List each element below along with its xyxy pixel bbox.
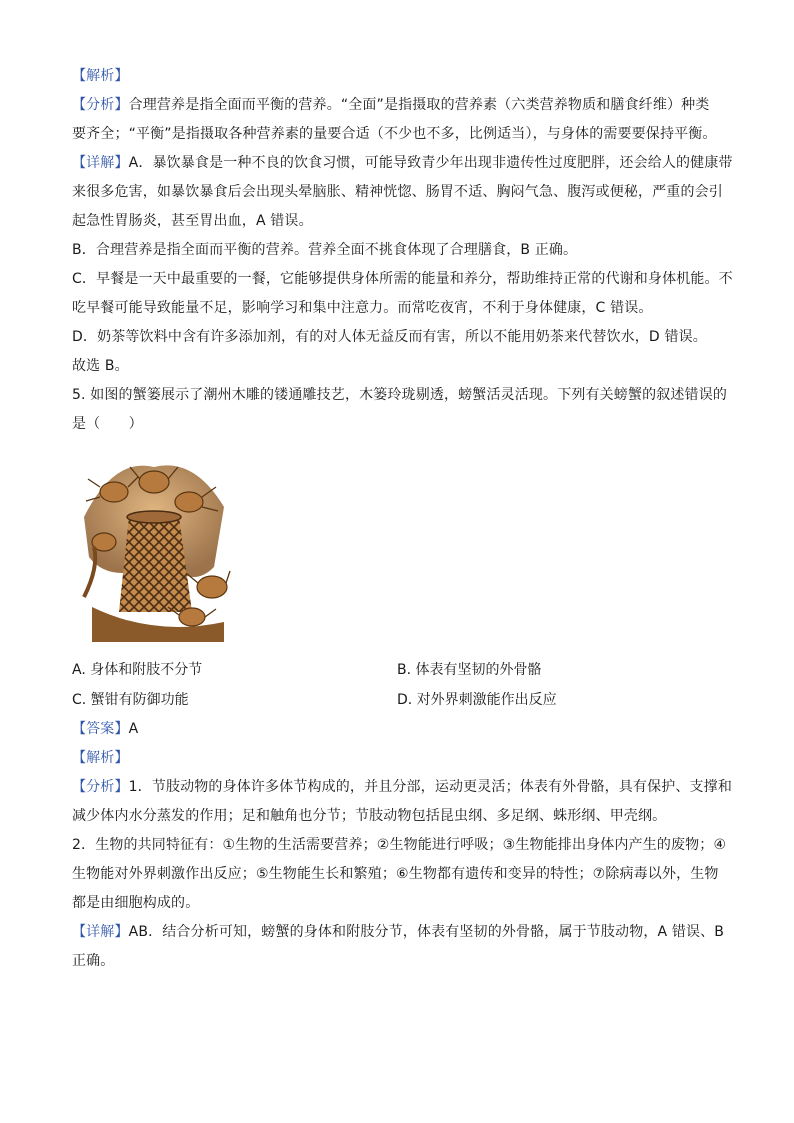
analysis-paragraph-cont: 要齐全；“平衡”是指摄取各种营养素的量要合适（不少也不多，比例适当），与身体的需要要保持平衡。 xyxy=(72,126,717,142)
detail2-paragraph: 【详解】AB．结合分析可知，螃蟹的身体和附肢分节，体表有坚韧的外骨骼，属于节肢动物，A 错误、B xyxy=(72,924,725,940)
question-stem-cont: 是（ ） xyxy=(72,416,143,432)
detail-option-c-cont: 吃早餐可能导致能量不足，影响学习和集中注意力。而常吃夜宵，不利于身体健康，C 错误。 xyxy=(72,300,653,316)
detail2-paragraph-cont: 正确。 xyxy=(72,953,115,969)
conclusion: 故选 B。 xyxy=(72,358,129,374)
analysis-heading-2: 【解析】 xyxy=(72,750,129,766)
detail-option-d: D．奶茶等饮料中含有许多添加剂，有的对人体无益反而有害，所以不能用奶茶来代替饮水，D 错误。 xyxy=(72,329,707,345)
option-b[interactable]: B. 体表有坚韧的外骨骼 xyxy=(397,662,542,678)
analysis2-paragraph-cont: 减少体内水分蒸发的作用；足和触角也分节；节肢动物包括昆虫纲、多足纲、蛛形纲、甲壳纲。 xyxy=(72,808,667,824)
question-stem: 5. 如图的蟹篓展示了潮州木雕的镂通雕技艺，木篓玲珑剔透，螃蟹活灵活现。下列有关螃蟹的叙述错误的 xyxy=(72,387,728,403)
features-paragraph: 2．生物的共同特征有：①生物的生活需要营养；②生物能进行呼吸；③生物能排出身体内产生的废物；④ xyxy=(72,837,727,853)
option-a[interactable]: A. 身体和附肢不分节 xyxy=(72,662,203,678)
analysis2-paragraph: 【分析】1．节肢动物的身体许多体节构成的，并且分部，运动更灵活；体表有外骨骼，具有保护、支撑和 xyxy=(72,779,732,795)
detail-option-b: B．合理营养是指全面而平衡的营养。营养全面不挑食体现了合理膳食，B 正确。 xyxy=(72,242,578,258)
options-row-2 xyxy=(72,685,728,715)
option-c[interactable]: C. 蟹钳有防御功能 xyxy=(72,692,189,708)
analysis-heading: 【解析】 xyxy=(72,68,129,84)
detail-paragraph: 【详解】A．暴饮暴食是一种不良的饮食习惯，可能导致青少年出现非遗传性过度肥胖，还会给人的健康带 xyxy=(72,155,733,171)
crab-basket-image xyxy=(74,447,232,647)
features-paragraph-cont: 生物能对外界刺激作出反应；⑤生物能生长和繁殖；⑥生物都有遗传和变异的特性；⑦除病毒以外，生物 xyxy=(72,866,719,882)
answer-line: 【答案】A xyxy=(72,721,139,737)
options-row-1 xyxy=(72,655,728,685)
document-page xyxy=(72,62,733,976)
features-paragraph-cont: 都是由细胞构成的。 xyxy=(72,895,200,911)
analysis-paragraph: 【分析】合理营养是指全面而平衡的营养。“全面”是指摄取的营养素（六类营养物质和膳食纤维）种类 xyxy=(72,97,710,113)
answer-value: A xyxy=(128,721,139,737)
crab-basket-figure xyxy=(74,447,232,647)
option-d[interactable]: D. 对外界刺激能作出反应 xyxy=(397,692,557,708)
detail-paragraph-cont: 来很多危害，如暴饮暴食后会出现头晕脑胀、精神恍惚、肠胃不适、胸闷气急、腹泻或便秘，严重的会引 xyxy=(72,184,723,200)
detail-paragraph-cont: 起急性胃肠炎，甚至胃出血，A 错误。 xyxy=(72,213,313,229)
detail-option-c: C．早餐是一天中最重要的一餐，它能够提供身体所需的能量和养分，帮助维持正常的代谢和身体机能。不 xyxy=(72,271,733,287)
